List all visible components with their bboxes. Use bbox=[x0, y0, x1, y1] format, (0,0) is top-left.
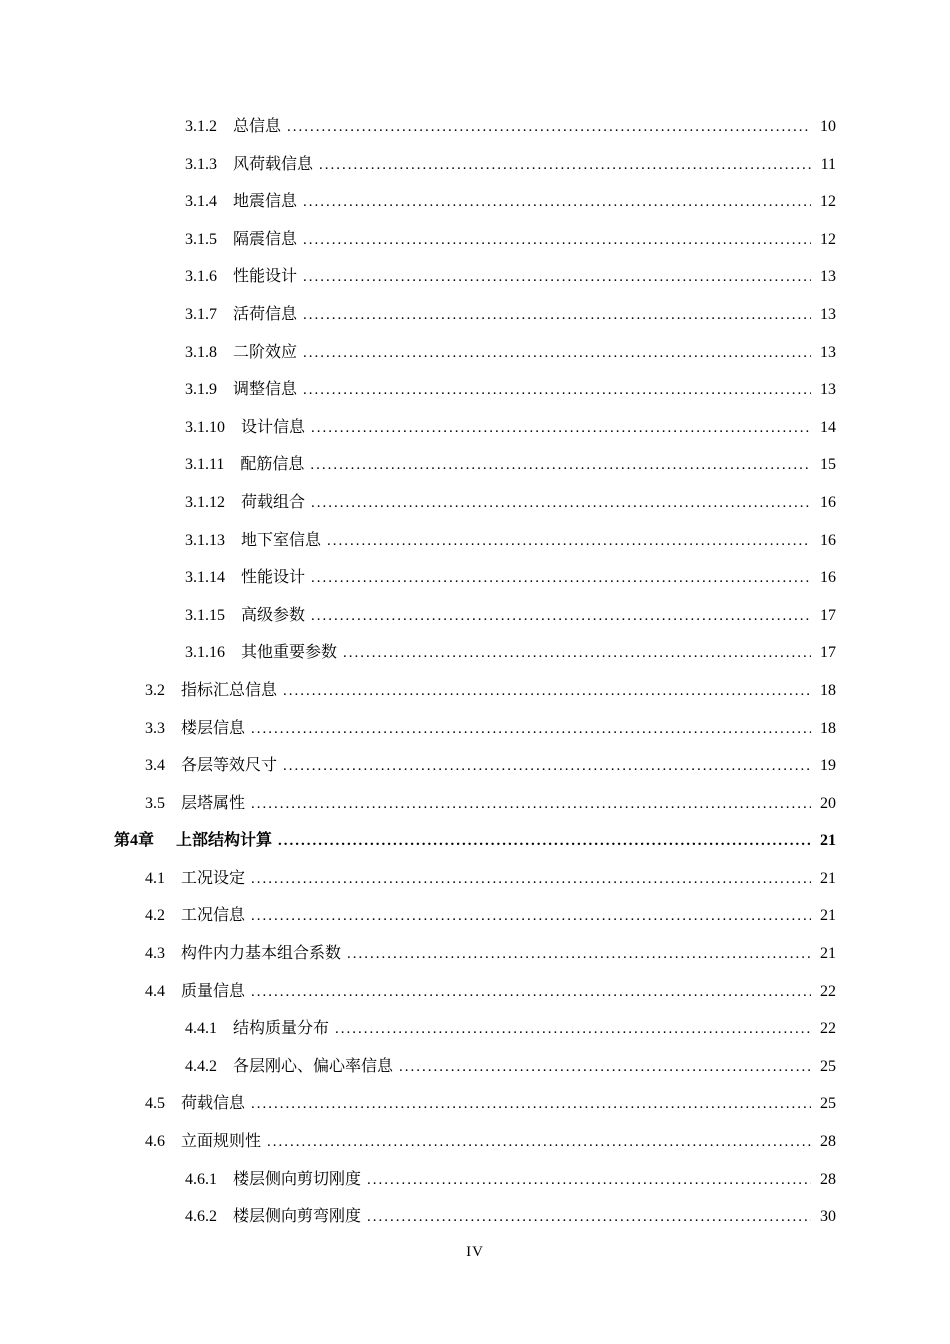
toc-entry-number: 4.6.2 bbox=[185, 1208, 217, 1226]
toc-entry bbox=[0, 897, 950, 935]
toc-entry-title: 立面规则性 bbox=[181, 1133, 262, 1151]
toc-entry bbox=[0, 559, 950, 597]
toc-entry-title: 各层等效尺寸 bbox=[181, 757, 278, 775]
toc-entry-number: 3.1.15 bbox=[185, 606, 225, 624]
toc-entry bbox=[0, 1198, 950, 1236]
toc-dot-leader bbox=[303, 221, 811, 260]
toc-dot-leader bbox=[347, 935, 811, 974]
toc-entry-number: 4.2 bbox=[145, 907, 165, 925]
toc-dot-leader bbox=[251, 860, 811, 899]
toc-dot-leader bbox=[303, 183, 811, 222]
toc-entry bbox=[0, 296, 950, 334]
toc-entry-title: 高级参数 bbox=[241, 606, 306, 624]
toc-entry bbox=[0, 1123, 950, 1161]
toc-entry-title: 工况信息 bbox=[181, 907, 246, 925]
toc-dot-leader bbox=[267, 1123, 811, 1162]
toc-entry-page: 30 bbox=[820, 1208, 836, 1226]
toc-entry-page: 17 bbox=[820, 644, 836, 662]
toc-entry-page: 13 bbox=[820, 343, 836, 361]
toc-entry bbox=[0, 409, 950, 447]
toc-entry-number: 3.1.11 bbox=[185, 456, 225, 474]
toc-entry-page: 13 bbox=[820, 305, 836, 323]
toc-entry-page: 28 bbox=[820, 1133, 836, 1151]
toc-entry-title: 风荷载信息 bbox=[233, 155, 314, 173]
toc-dot-leader bbox=[327, 522, 811, 561]
toc-entry bbox=[0, 484, 950, 522]
toc-entry-title: 工况设定 bbox=[181, 869, 246, 887]
toc-entry-number: 3.4 bbox=[145, 757, 165, 775]
toc-entry bbox=[0, 747, 950, 785]
toc-entry-number: 4.5 bbox=[145, 1095, 165, 1113]
toc-entry-page: 21 bbox=[820, 832, 836, 850]
toc-entry-title: 地下室信息 bbox=[241, 531, 322, 549]
toc-dot-leader bbox=[310, 446, 811, 485]
toc-entry bbox=[0, 860, 950, 898]
toc-entry-page: 15 bbox=[820, 456, 836, 474]
toc-dot-leader bbox=[399, 1048, 811, 1087]
toc-entry bbox=[0, 446, 950, 484]
toc-entry-number: 4.3 bbox=[145, 945, 165, 963]
toc-entry bbox=[0, 334, 950, 372]
toc-entry-number: 3.1.2 bbox=[185, 118, 217, 135]
toc-entry bbox=[0, 973, 950, 1011]
toc-entry bbox=[0, 522, 950, 560]
toc-entry-page: 12 bbox=[820, 193, 836, 211]
toc-entry-number: 3.3 bbox=[145, 719, 165, 737]
toc-entry-page: 16 bbox=[820, 493, 836, 511]
toc-entry-title: 二阶效应 bbox=[233, 343, 298, 361]
toc-entry-number: 3.5 bbox=[145, 794, 165, 812]
toc-dot-leader bbox=[311, 409, 811, 448]
toc-list bbox=[0, 108, 950, 1236]
toc-entry-title: 各层刚心、偏心率信息 bbox=[233, 1057, 394, 1075]
toc-entry bbox=[0, 371, 950, 409]
toc-entry-title: 上部结构计算 bbox=[176, 832, 273, 850]
toc-dot-leader bbox=[311, 559, 811, 598]
toc-entry-number: 4.4.2 bbox=[185, 1057, 217, 1075]
toc-entry bbox=[0, 710, 950, 748]
toc-entry-number: 3.1.4 bbox=[185, 193, 217, 211]
toc-entry bbox=[0, 221, 950, 259]
toc-entry-page: 21 bbox=[820, 945, 836, 963]
toc-entry-number: 3.1.12 bbox=[185, 493, 225, 511]
toc-entry bbox=[0, 183, 950, 221]
toc-dot-leader bbox=[303, 371, 811, 410]
toc-entry-page: 16 bbox=[820, 569, 836, 587]
toc-entry-page: 13 bbox=[820, 381, 836, 399]
toc-entry-number: 3.1.16 bbox=[185, 644, 225, 662]
toc-entry-number: 4.4.1 bbox=[185, 1020, 217, 1038]
toc-dot-leader bbox=[319, 146, 811, 185]
toc-dot-leader bbox=[311, 597, 811, 636]
toc-entry-page: 12 bbox=[820, 230, 836, 248]
toc-entry bbox=[0, 822, 950, 860]
toc-entry bbox=[0, 258, 950, 296]
toc-entry-title: 结构质量分布 bbox=[233, 1020, 330, 1038]
toc-entry-number: 4.4 bbox=[145, 982, 165, 1000]
toc-entry bbox=[0, 1010, 950, 1048]
toc-entry-page: 19 bbox=[820, 757, 836, 775]
toc-entry bbox=[0, 597, 950, 635]
toc-entry-title: 调整信息 bbox=[233, 381, 298, 399]
toc-entry-title: 其他重要参数 bbox=[241, 644, 338, 662]
toc-entry-title: 楼层侧向剪弯刚度 bbox=[233, 1208, 362, 1226]
toc-entry-number: 3.1.9 bbox=[185, 381, 217, 399]
toc-dot-leader bbox=[251, 897, 811, 936]
toc-dot-leader bbox=[287, 108, 811, 147]
toc-dot-leader bbox=[335, 1010, 811, 1049]
toc-entry-number: 4.6 bbox=[145, 1133, 165, 1151]
toc-entry bbox=[0, 1085, 950, 1123]
toc-entry-title: 荷载信息 bbox=[181, 1095, 246, 1113]
toc-entry-page: 21 bbox=[820, 907, 836, 925]
toc-entry bbox=[0, 108, 950, 146]
toc-entry-title: 活荷信息 bbox=[233, 305, 298, 323]
toc-entry-page: 22 bbox=[820, 1020, 836, 1038]
toc-entry-title: 质量信息 bbox=[181, 982, 246, 1000]
toc-entry-number: 4.6.1 bbox=[185, 1170, 217, 1188]
toc-entry-number: 3.1.7 bbox=[185, 305, 217, 323]
toc-entry-page: 17 bbox=[820, 606, 836, 624]
toc-entry-page: 25 bbox=[820, 1057, 836, 1075]
toc-dot-leader bbox=[251, 973, 811, 1012]
toc-dot-leader bbox=[251, 1085, 811, 1124]
toc-entry-title: 荷载组合 bbox=[241, 493, 306, 511]
toc-entry-page: 22 bbox=[820, 982, 836, 1000]
toc-entry bbox=[0, 634, 950, 672]
toc-entry-page: 18 bbox=[820, 719, 836, 737]
toc-entry-number: 3.2 bbox=[145, 681, 165, 699]
toc-entry bbox=[0, 1161, 950, 1199]
toc-dot-leader bbox=[283, 672, 811, 711]
toc-entry-title: 楼层信息 bbox=[181, 719, 246, 737]
page-number-footer: IV bbox=[466, 1244, 484, 1260]
toc-entry-page: 21 bbox=[820, 869, 836, 887]
toc-entry-title: 指标汇总信息 bbox=[181, 681, 278, 699]
toc-entry-number: 4.1 bbox=[145, 869, 165, 887]
toc-entry-title: 构件内力基本组合系数 bbox=[181, 945, 342, 963]
toc-entry-title: 性能设计 bbox=[233, 268, 298, 286]
toc-dot-leader bbox=[367, 1198, 811, 1237]
toc-entry-number: 3.1.6 bbox=[185, 268, 217, 286]
toc-entry-number: 3.1.3 bbox=[185, 155, 217, 173]
toc-entry-number: 3.1.13 bbox=[185, 531, 225, 549]
toc-entry-page: 18 bbox=[820, 681, 836, 699]
toc-entry bbox=[0, 1048, 950, 1086]
toc-dot-leader bbox=[343, 634, 811, 673]
toc-entry bbox=[0, 672, 950, 710]
toc-entry bbox=[0, 146, 950, 184]
toc-entry-page: 20 bbox=[820, 794, 836, 812]
toc-dot-leader bbox=[367, 1161, 811, 1200]
toc-entry-page: 11 bbox=[820, 155, 836, 173]
toc-entry-page: 14 bbox=[820, 418, 836, 436]
toc-dot-leader bbox=[278, 822, 811, 861]
toc-entry-page: 28 bbox=[820, 1170, 836, 1188]
toc-dot-leader bbox=[251, 710, 811, 749]
toc-entry-number: 3.1.10 bbox=[185, 418, 225, 436]
toc-entry-title: 配筋信息 bbox=[240, 456, 305, 474]
toc-entry-number: 3.1.14 bbox=[185, 569, 225, 587]
toc-entry-title: 地震信息 bbox=[233, 193, 298, 211]
toc-entry-title: 层塔属性 bbox=[181, 794, 246, 812]
toc-entry-page: 25 bbox=[820, 1095, 836, 1113]
toc-entry-number: 3.1.5 bbox=[185, 230, 217, 248]
toc-dot-leader bbox=[303, 334, 811, 373]
toc-entry-title: 设计信息 bbox=[241, 418, 306, 436]
toc-entry-page: 10 bbox=[820, 118, 836, 135]
toc-entry-page: 13 bbox=[820, 268, 836, 286]
toc-dot-leader bbox=[283, 747, 811, 786]
toc-entry-title: 隔震信息 bbox=[233, 230, 298, 248]
toc-dot-leader bbox=[251, 785, 811, 824]
toc-dot-leader bbox=[303, 296, 811, 335]
toc-entry-number: 第4章 bbox=[114, 832, 155, 850]
toc-entry-page: 16 bbox=[820, 531, 836, 549]
toc-entry-title: 总信息 bbox=[233, 118, 282, 135]
toc-entry-title: 性能设计 bbox=[241, 569, 306, 587]
toc-entry bbox=[0, 935, 950, 973]
toc-entry bbox=[0, 785, 950, 823]
toc-dot-leader bbox=[303, 258, 811, 297]
toc-entry-number: 3.1.8 bbox=[185, 343, 217, 361]
toc-entry-title: 楼层侧向剪切刚度 bbox=[233, 1170, 362, 1188]
toc-dot-leader bbox=[311, 484, 811, 523]
